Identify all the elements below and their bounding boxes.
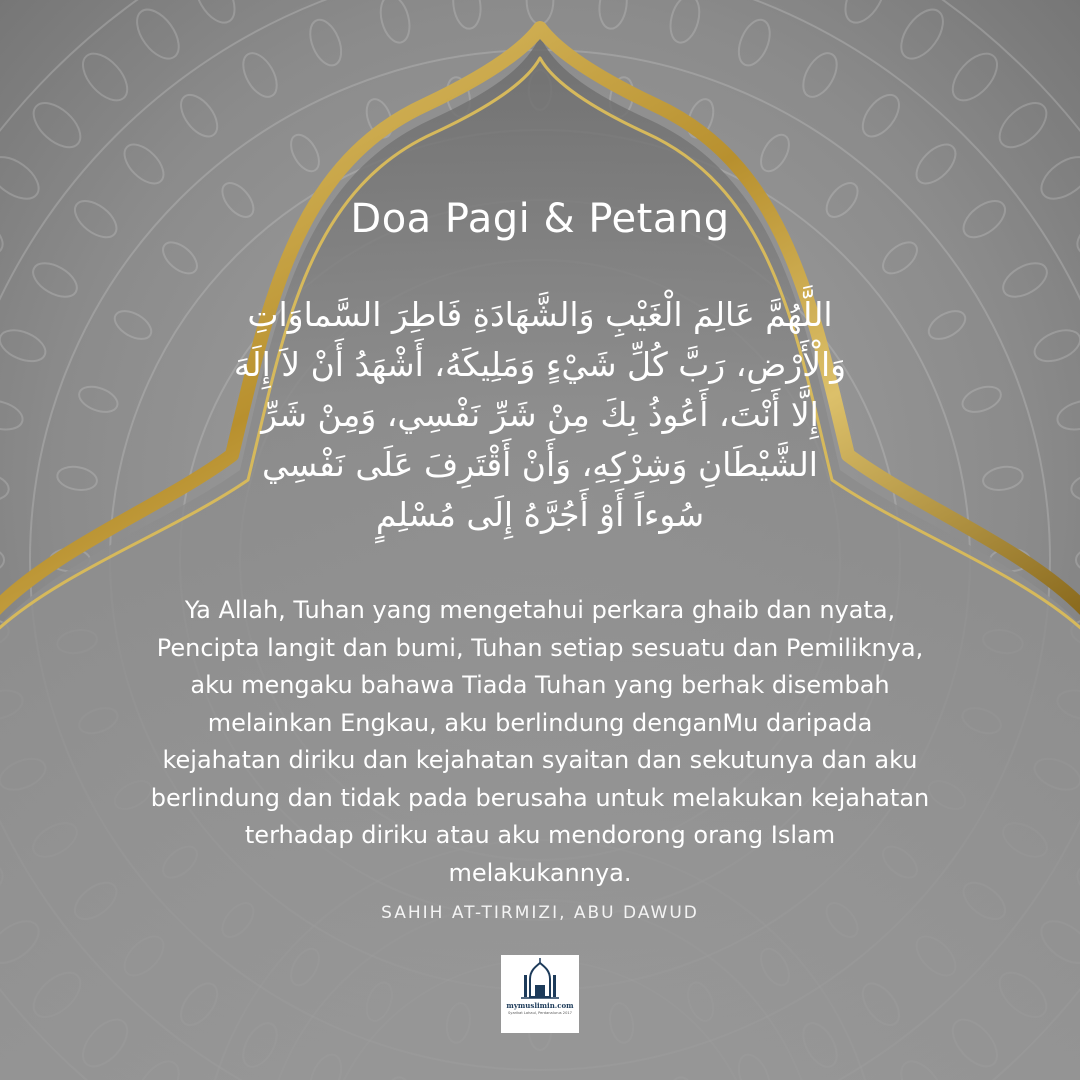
- logo-name: mymuslimin.com: [506, 1001, 574, 1010]
- logo: [501, 955, 579, 1033]
- arabic-prayer-text: اللَّهُمَّ عَالِمَ الْغَيْبِ وَالشَّهَادَةِ فَاطِرَ السَّماوَاتِ وَالْأَرْضِ، رَبَّ كُلِّ شَيْءٍ وَمَلِيكَهُ، أَشْهَدُ أَنْ لاَ إِلَهَ إِلَّا أَنْتَ، أَعُوذُ بِكَ مِنْ شَرِّ نَفْسِي، وَمِنْ شَرِّ الشَّيْطَانِ وَشِرْكِهِ، وَأَنْ أَقْتَرِفَ عَلَى نَفْسِي سُوءاً أَوْ أَجُرَّهُ إِلَى مُسْلِمٍ: [233, 295, 847, 534]
- source-citation: SAHIH AT-TIRMIZI, ABU DAWUD: [381, 903, 699, 923]
- mosque-logo-icon: [501, 955, 579, 1001]
- translation-text: Ya Allah, Tuhan yang mengetahui perkara ghaib dan nyata, Pencipta langit dan bumi, Tuhan setiap sesuatu dan Pemiliknya, aku mengaku bahawa Tiada Tuhan yang berhak disembah melainkan Engkau, aku berlindung denganMu daripada kejahatan diriku dan kejahatan syaitan dan sekutunya dan aku berlindung dan tidak pada berusaha untuk melakukan kejahatan terhadap diriku atau aku mendorong orang Islam melakukannya.: [150, 596, 930, 887]
- title: Doa Pagi & Petang: [350, 196, 730, 242]
- logo-tagline: Syarikat Lahaul, Perdanalurus 2017: [508, 1011, 572, 1015]
